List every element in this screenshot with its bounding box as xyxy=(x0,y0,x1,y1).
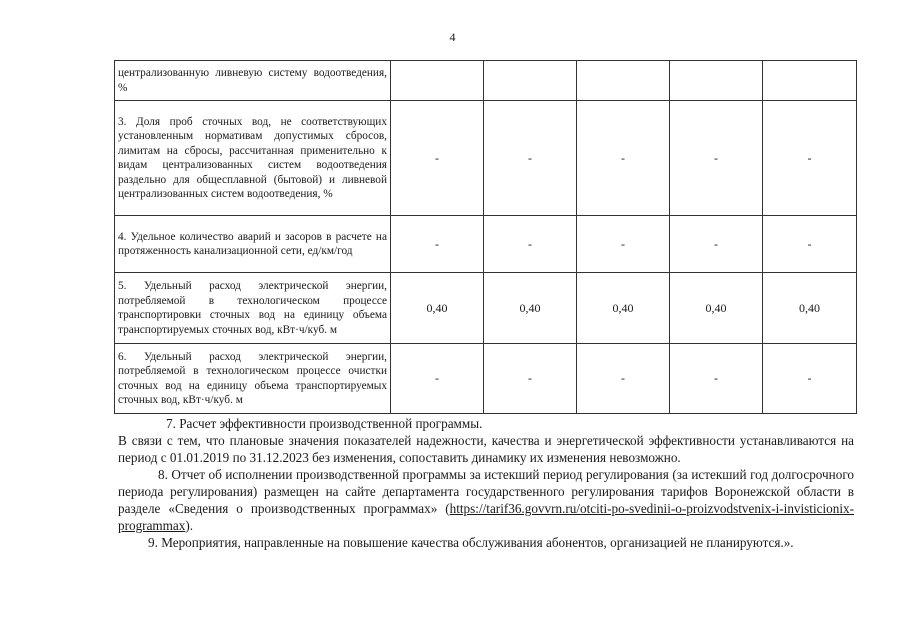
row-value: - xyxy=(484,216,577,273)
section-7-heading: 7. Расчет эффективности производственной программы. xyxy=(166,416,483,431)
table-row xyxy=(115,216,857,273)
row-label: 4. Удельное количество аварий и засоров в расчете на протяженность канализационной сети, ед/км/год xyxy=(115,216,391,273)
row-value: - xyxy=(670,344,763,414)
row-label: 3. Доля проб сточных вод, не соответствующих установленным нормативам допустимых сбросов, лимитам на сбросы, рассчитанная применительно к видам централизованных систем водоотведения раздельно для общесплавной (бытовой) и ливневой централизованных систем водоотведения, % xyxy=(115,101,391,216)
row-value: - xyxy=(391,216,484,273)
table-row xyxy=(115,344,857,414)
row-value xyxy=(763,61,857,101)
row-label: 6. Удельный расход электрической энергии, потребляемой в технологическом процессе очистки сточных вод на единицу объема транспортируемых сточных вод, кВт·ч/куб. м xyxy=(115,344,391,414)
row-value: - xyxy=(577,216,670,273)
row-value: - xyxy=(763,344,857,414)
row-value: - xyxy=(391,344,484,414)
row-value xyxy=(484,61,577,101)
table-row xyxy=(115,61,857,101)
row-value xyxy=(670,61,763,101)
row-value: 0,40 xyxy=(484,273,577,344)
row-value: - xyxy=(763,101,857,216)
row-value: - xyxy=(763,216,857,273)
row-value: - xyxy=(670,101,763,216)
row-value: 0,40 xyxy=(763,273,857,344)
row-value: - xyxy=(391,101,484,216)
table-row xyxy=(115,273,857,344)
row-value: - xyxy=(670,216,763,273)
section-8-paragraph xyxy=(118,466,854,534)
document-body xyxy=(118,415,854,551)
section-9-paragraph: 9. Мероприятия, направленные на повышение качества обслуживания абонентов, организацией не планируются.». xyxy=(148,535,794,550)
row-value: 0,40 xyxy=(670,273,763,344)
row-value: - xyxy=(484,344,577,414)
row-label: 5. Удельный расход электрической энергии, потребляемой в технологическом процессе транспортировки сточных вод на единицу объема транспортируемых сточных вод, кВт·ч/куб. м xyxy=(115,273,391,344)
row-value: 0,40 xyxy=(391,273,484,344)
table-row xyxy=(115,101,857,216)
row-value: - xyxy=(577,344,670,414)
section-7-paragraph: В связи с тем, что плановые значения показателей надежности, качества и энергетической эффективности устанавливаются на период с 01.01.2019 по 31.12.2023 без изменения, сопоставить динамику их изменения невозможно. xyxy=(118,433,854,465)
section-8-text-end: ). xyxy=(185,518,194,533)
tarif-website-link[interactable]: https://tarif36.govvrn.ru/otciti-po-svedinii-o-proizvodstvenix-i-invisticionix-programmax xyxy=(118,501,854,533)
indicators-table xyxy=(114,60,857,414)
row-value xyxy=(391,61,484,101)
row-value xyxy=(577,61,670,101)
page-number: 4 xyxy=(449,30,456,44)
section-8-text: 8. Отчет об исполнении производственной программы за истекший период регулирования (за истекший год долгосрочного периода регулирования) размещен на сайте департамента государственного регулирования тарифов Воронежской области в разделе «Сведения о производственных программах» ( xyxy=(118,467,854,516)
row-label: централизованную ливневую систему водоотведения, % xyxy=(115,61,391,101)
row-value: - xyxy=(484,101,577,216)
row-value: 0,40 xyxy=(577,273,670,344)
row-value: - xyxy=(577,101,670,216)
